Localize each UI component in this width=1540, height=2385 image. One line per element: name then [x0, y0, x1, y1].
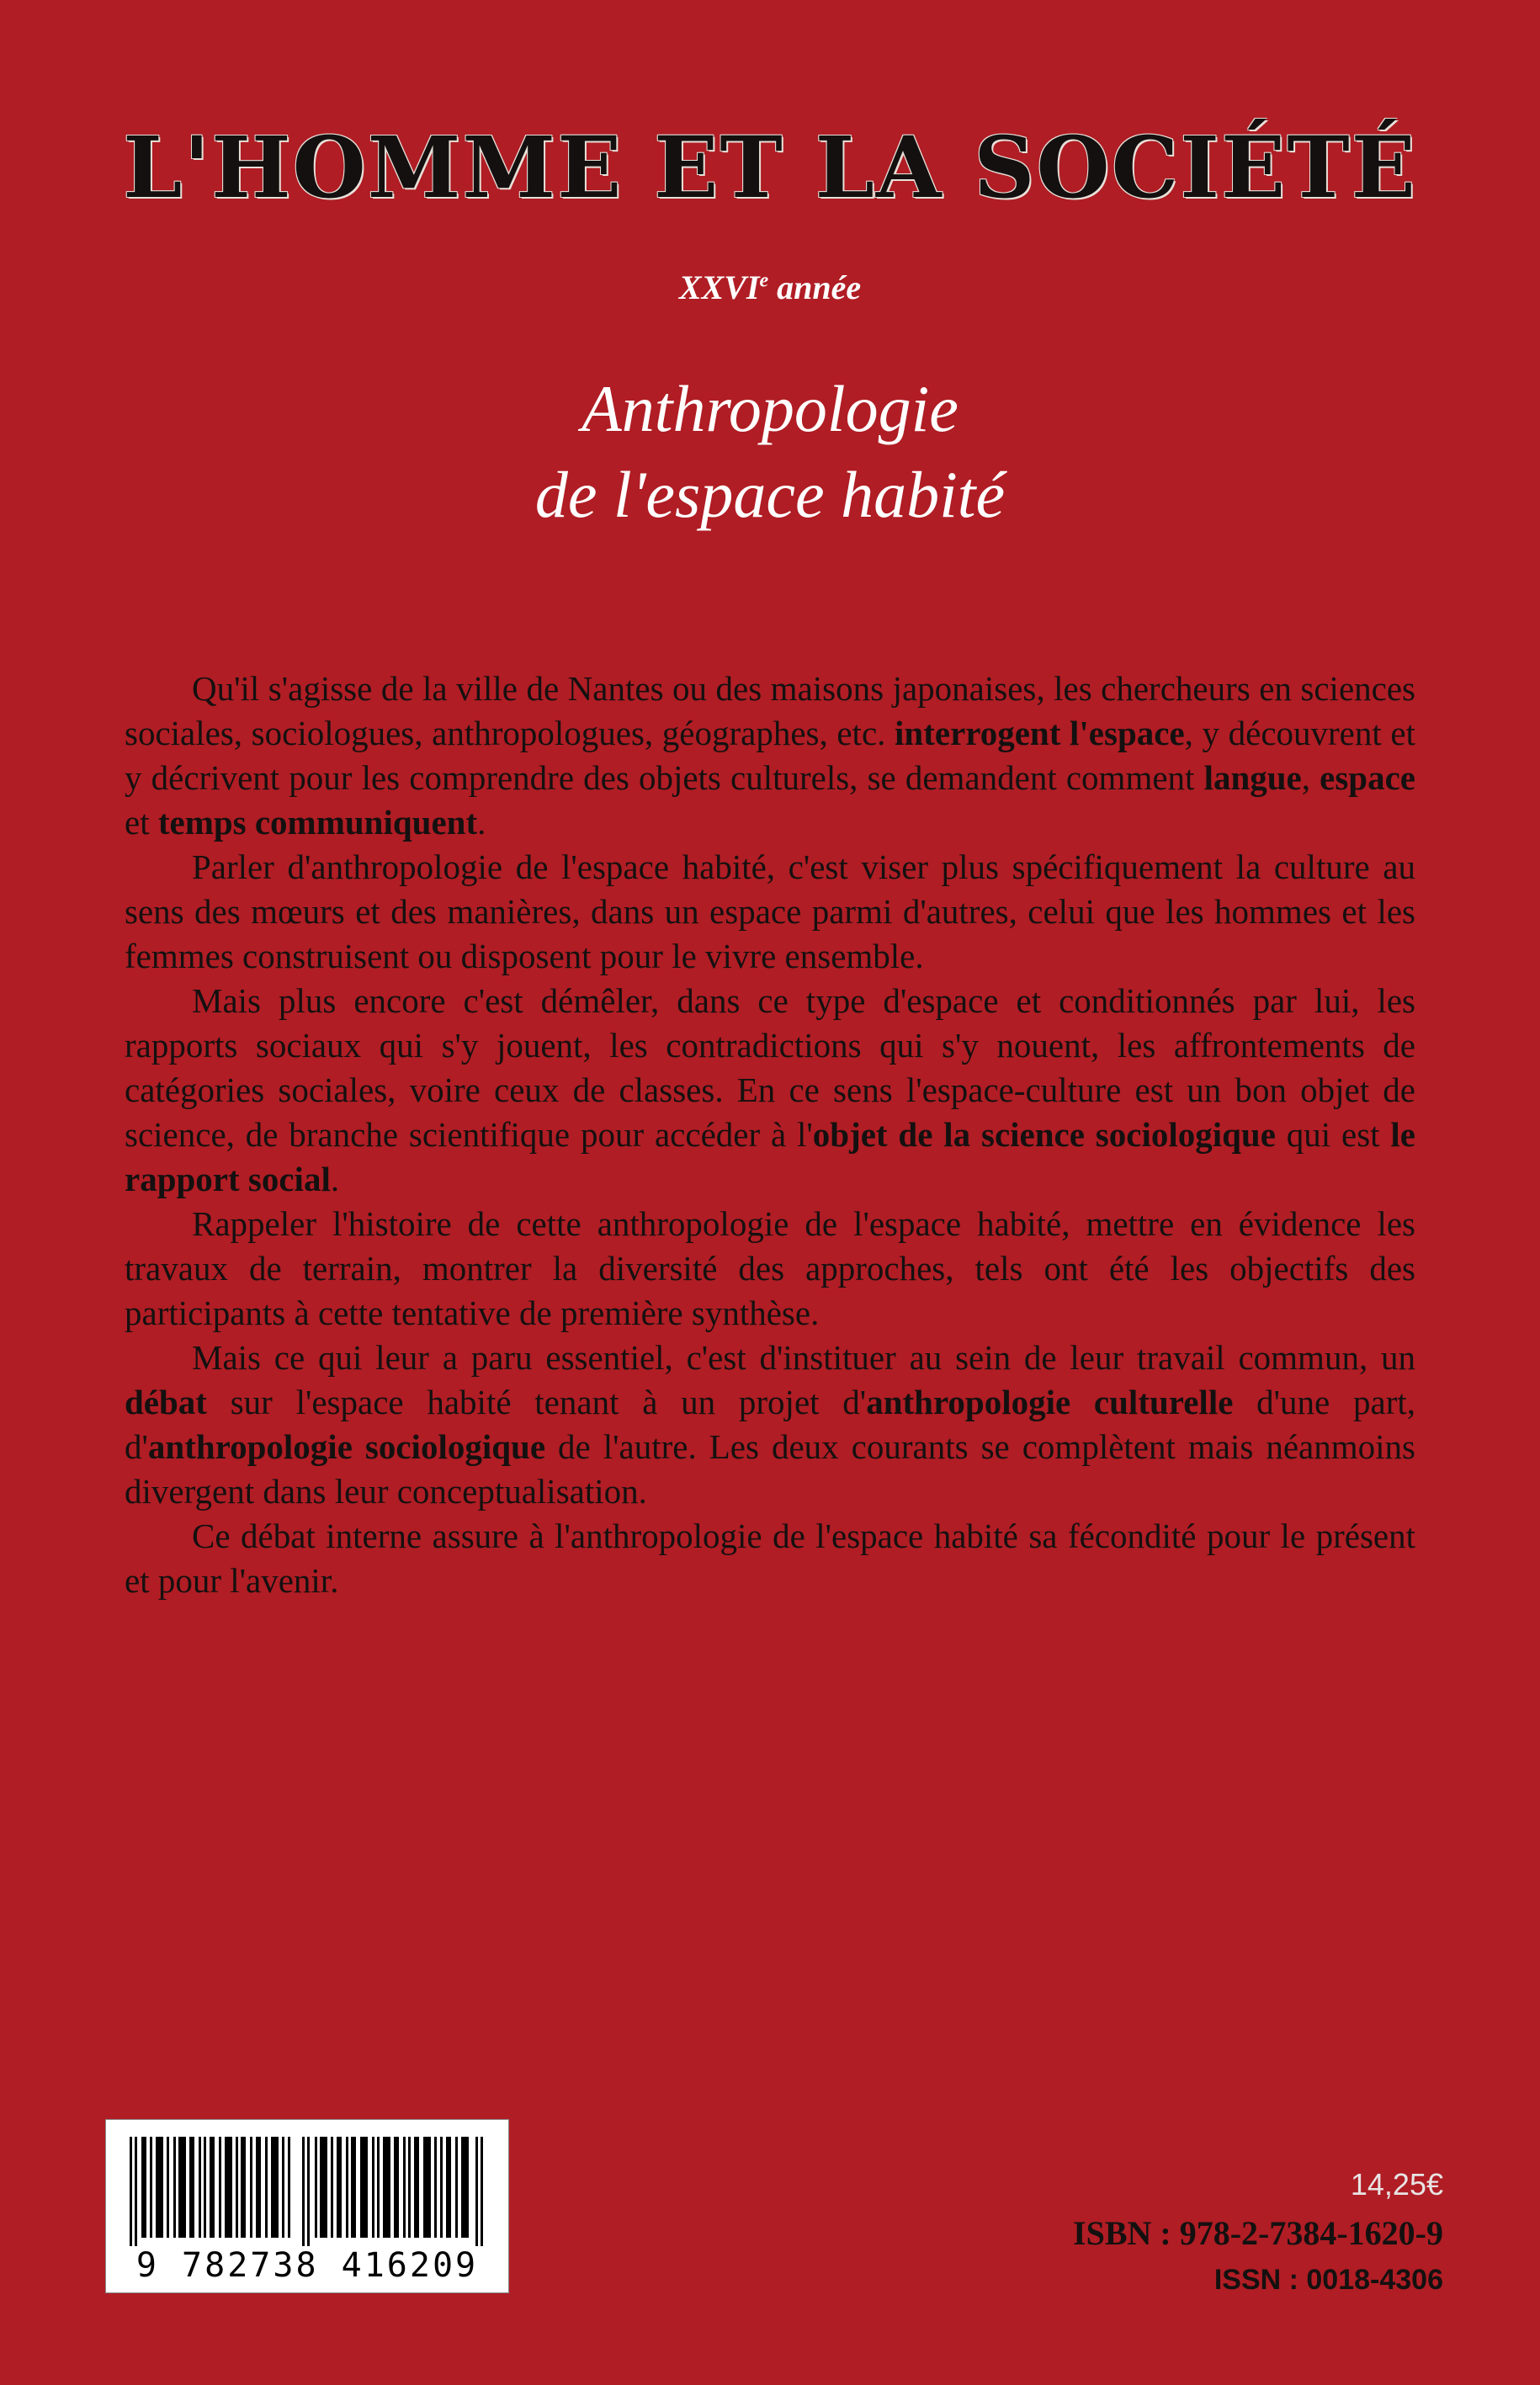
theme-line-2: de l'espace habité: [534, 458, 1006, 531]
body-text: sur l'espace habité tenant à un projet d': [206, 1383, 867, 1421]
blurb-paragraph-6: Ce débat interne assure à l'anthropologie de l'espace habité sa fécondité pour le présent et pour l'avenir.: [125, 1517, 1415, 1600]
body-text: qui est: [1275, 1115, 1391, 1154]
emphasis-text: temps communiquent: [157, 803, 478, 842]
issn: ISSN : 0018-4306: [1213, 2264, 1443, 2296]
blurb-paragraph-1: [125, 667, 1415, 845]
issue-theme-title: [0, 366, 1540, 538]
theme-line-1: Anthropologie: [581, 372, 959, 445]
blurb-paragraph-3: [125, 979, 1415, 1202]
barcode: [105, 2119, 509, 2293]
body-text: Mais ce qui leur a paru essentiel, c'est d'instituer au sein de leur travail commun, un: [192, 1338, 1415, 1377]
body-text: et: [125, 803, 158, 842]
price: 14,25€: [1350, 2167, 1443, 2202]
emphasis-text: anthropologie sociologique: [147, 1427, 546, 1466]
blurb-paragraph-2: Parler d'anthropologie de l'espace habité, c'est viser plus spécifiquement la culture au sens des mœurs et des manières, dans un espace parmi d'autres, celui que les hommes et les femmes construisent ou disposent pour le vivre ensemble.: [125, 847, 1415, 975]
year-number: XXVI: [678, 268, 760, 306]
blurb-paragraph-5: [125, 1336, 1415, 1514]
body-text: .: [477, 803, 486, 842]
journal-title: L'HOMME ET LA SOCIÉTÉ: [123, 118, 1417, 217]
year-word: année: [777, 268, 862, 306]
barcode-bars: [128, 2137, 486, 2246]
emphasis-text: débat: [125, 1383, 207, 1421]
body-text: , y découvrent et y décrivent pour les comprendre des objets culturels, se demandent comment: [125, 714, 1415, 797]
emphasis-text: le rapport social: [125, 1115, 1415, 1198]
year-suffix: e: [759, 269, 769, 292]
body-text: .: [330, 1160, 340, 1198]
emphasis-text: interrogent l'espace: [895, 714, 1185, 752]
emphasis-text: anthropologie culturelle: [866, 1383, 1234, 1421]
emphasis-text: espace: [1320, 758, 1416, 797]
body-text: d'une part, d': [125, 1383, 1415, 1466]
emphasis-text: objet de la science sociologique: [812, 1115, 1276, 1154]
body-text: Qu'il s'agisse de la ville de Nantes ou des maisons japonaises, les chercheurs en sciences sociales, sociologues, anthropologues, géographes, etc.: [125, 669, 1415, 752]
barcode-digits: 9 782738 416209: [135, 2246, 479, 2285]
isbn: ISBN : 978-2-7384-1620-9: [1073, 2214, 1443, 2252]
body-text: de l'autre. Les deux courants se complètent mais néanmoins divergent dans leur conceptualisation.: [125, 1427, 1415, 1511]
volume-year: [0, 268, 1540, 307]
blurb-paragraph-4: Rappeler l'histoire de cette anthropologie de l'espace habité, mettre en évidence les travaux de terrain, montrer la diversité des approches, tels ont été les objectifs des participants à cette tentative de première synthèse.: [125, 1204, 1415, 1332]
body-text: ,: [1301, 758, 1320, 797]
back-cover-blurb: [125, 667, 1415, 1603]
body-text: Mais plus encore c'est démêler, dans ce type d'espace et conditionnés par lui, les rapports sociaux qui s'y jouent, les contradictions qui s'y nouent, les affrontements de catégories sociales, voire ceux de classes. En ce sens l'espace-culture est un bon objet de science, de branche scientifique pour accéder à l': [125, 981, 1415, 1154]
emphasis-text: langue: [1203, 758, 1302, 797]
